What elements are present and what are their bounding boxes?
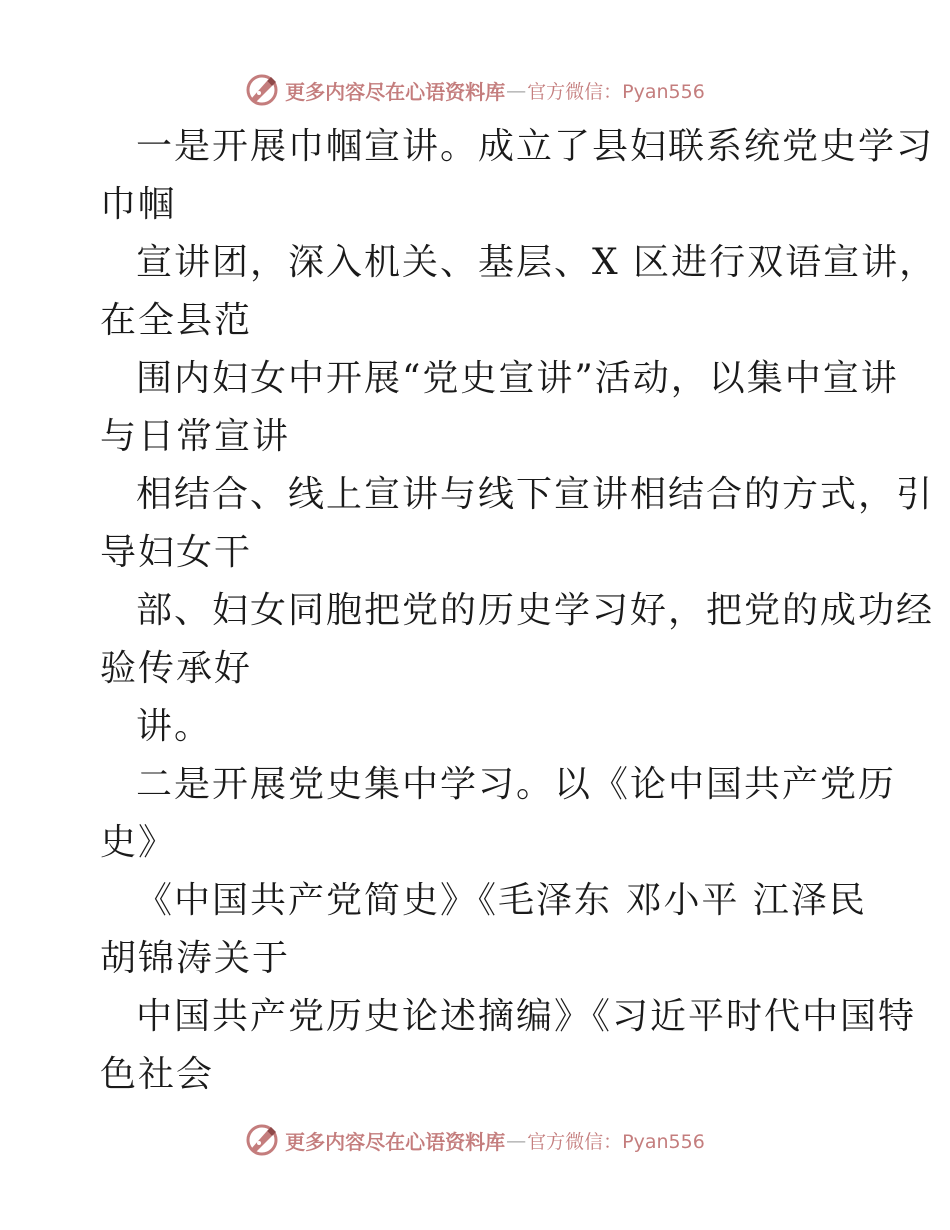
text-line: 史》 xyxy=(100,822,177,863)
text-line: 《中国共产党简史》《毛泽东 邓小平 江泽民 xyxy=(136,880,867,921)
text-line: 宣讲团，深入机关、基层、X 区进行双语宣讲， xyxy=(136,242,938,283)
text-line: 巾帼 xyxy=(100,184,177,225)
text-line: 二是开展党史集中学习。以《论中国共产党历 xyxy=(136,764,897,805)
text-line: 在全县范 xyxy=(100,300,253,341)
footer-watermark xyxy=(0,1120,950,1160)
text-line: 围内妇女中开展“党史宣讲”活动，以集中宣讲 xyxy=(136,358,899,399)
text-line: 验传承好 xyxy=(100,648,253,689)
watermark-wechat-text: 官方微信：Pyan556 xyxy=(527,1130,705,1153)
watermark-brand-text: 更多内容尽在心语资料库 xyxy=(285,1129,506,1154)
text-line: 讲。 xyxy=(136,706,213,747)
watermark-wechat-text: 官方微信：Pyan556 xyxy=(527,80,705,103)
document-body xyxy=(100,118,938,1104)
watermark-brand-text: 更多内容尽在心语资料库 xyxy=(285,79,506,104)
header-watermark xyxy=(0,70,950,110)
text-line: 色社会 xyxy=(100,1054,215,1095)
text-line: 一是开展巾帼宣讲。成立了县妇联系统党史学习 xyxy=(136,126,935,167)
watermark-dash: — xyxy=(506,78,527,102)
watermark-dash: — xyxy=(506,1128,527,1152)
text-line: 与日常宣讲 xyxy=(100,416,291,457)
text-line: 胡锦涛关于 xyxy=(100,938,291,979)
text-line: 中国共产党历史论述摘编》《习近平时代中国特 xyxy=(136,996,917,1037)
text-line: 相结合、线上宣讲与线下宣讲相结合的方式，引 xyxy=(136,474,935,515)
pen-nib-logo-icon xyxy=(245,73,279,107)
pen-nib-logo-icon xyxy=(245,1123,279,1157)
text-line: 导妇女干 xyxy=(100,532,253,573)
text-line: 部、妇女同胞把党的历史学习好，把党的成功经 xyxy=(136,590,935,631)
